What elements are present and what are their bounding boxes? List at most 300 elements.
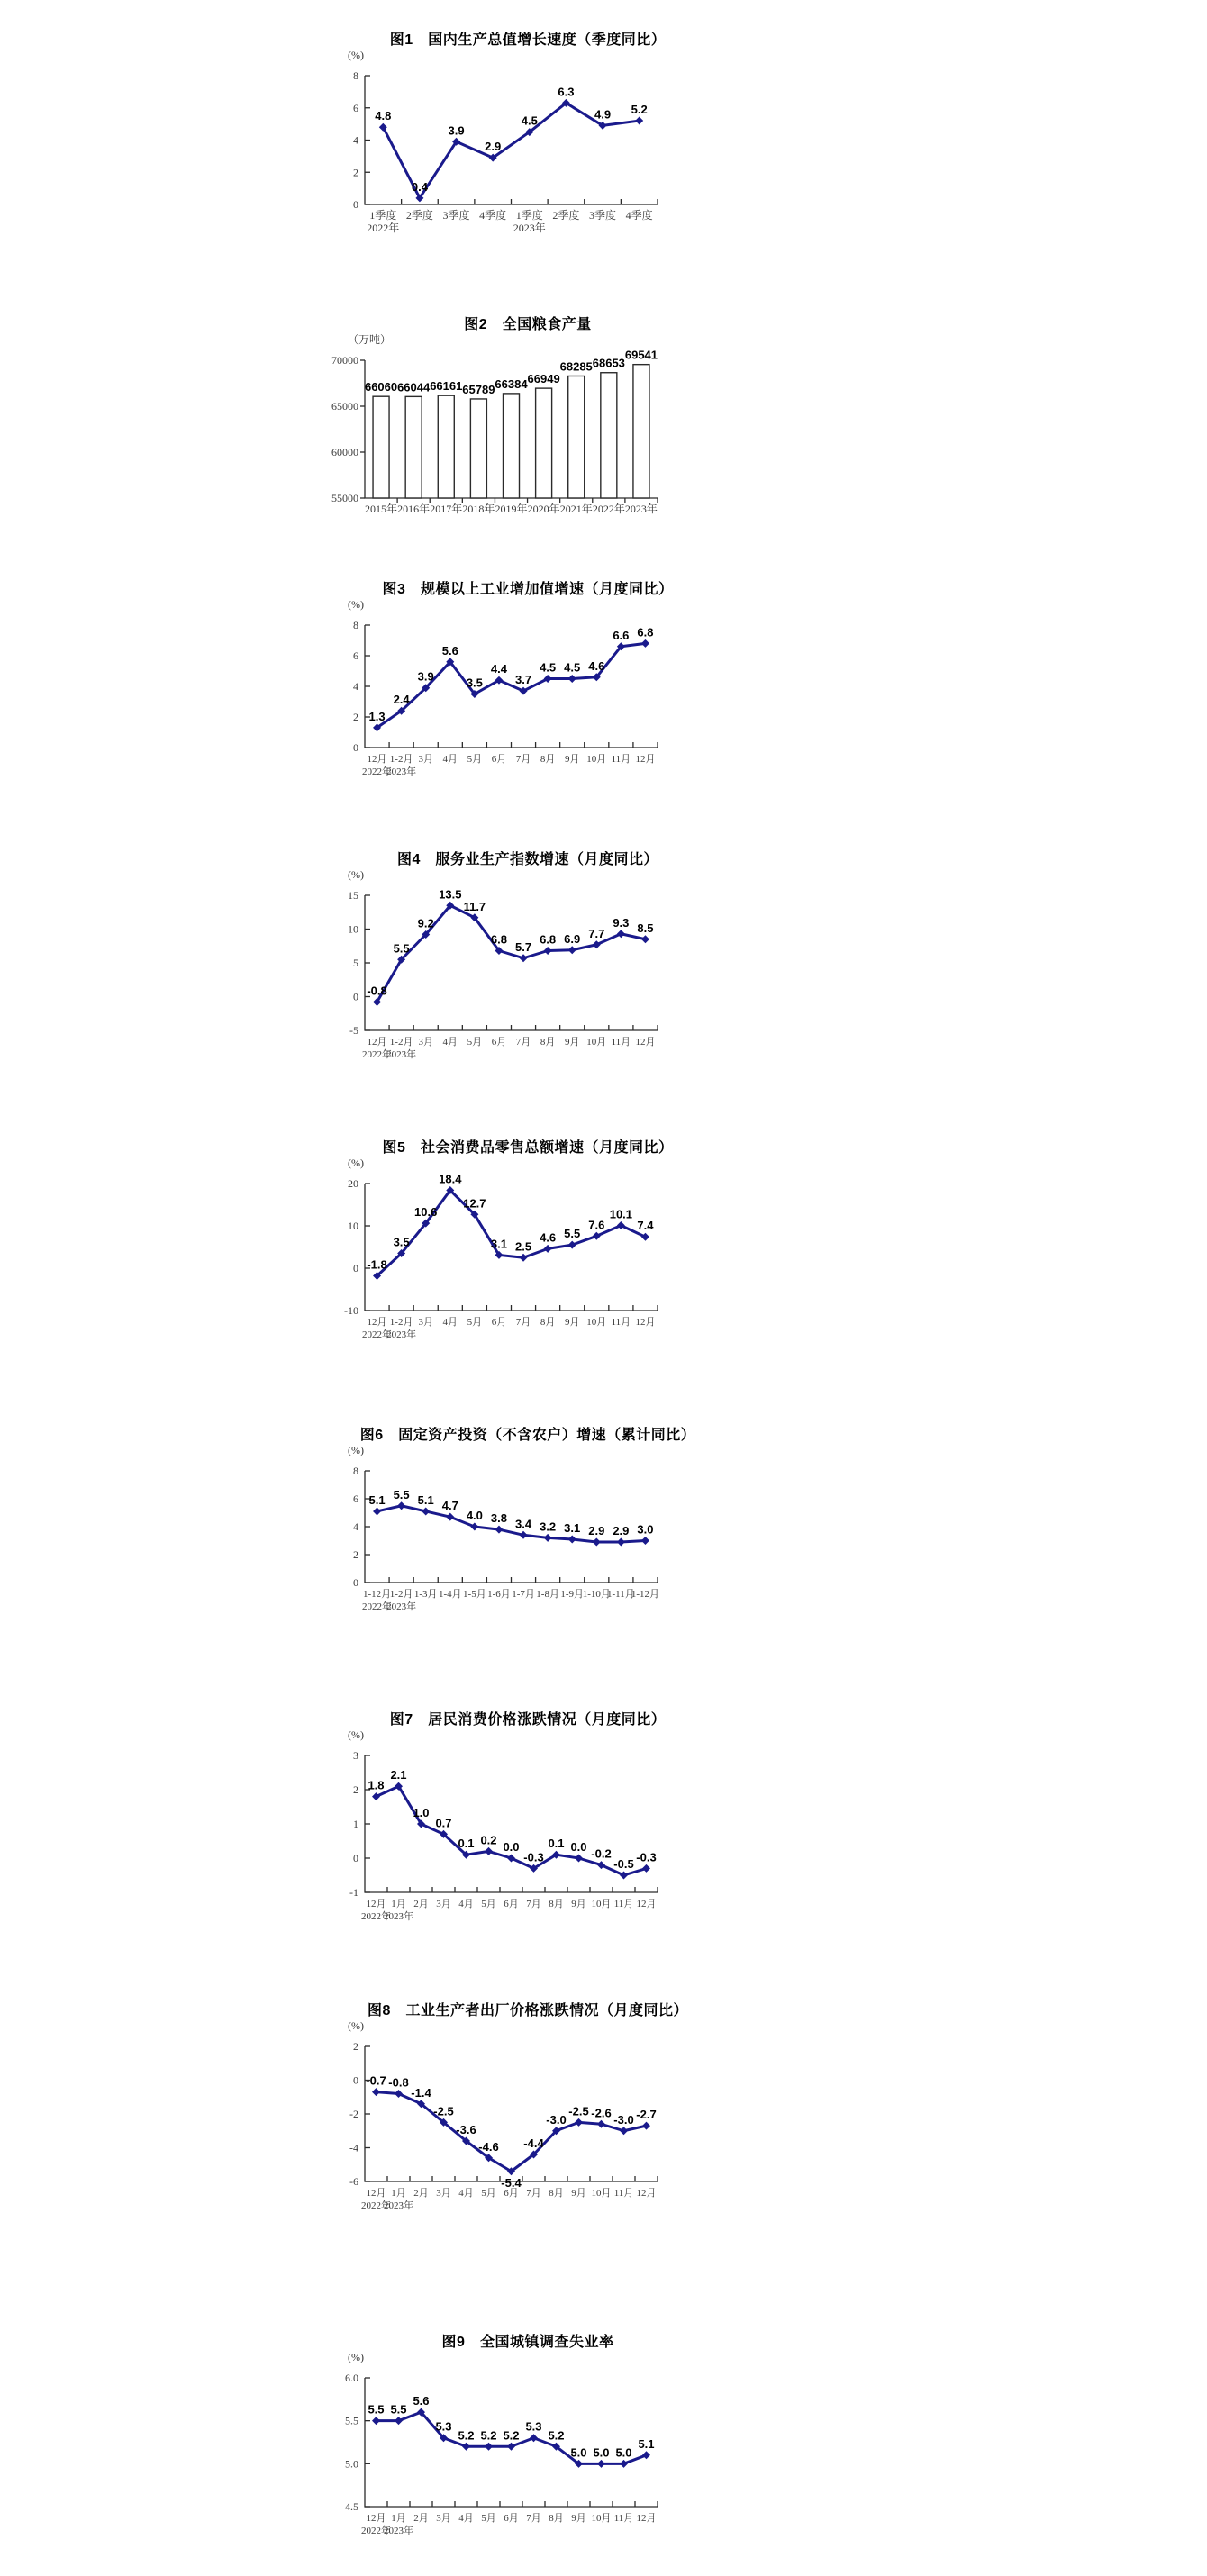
y-tick-label: 6	[353, 649, 358, 662]
data-point	[568, 1535, 576, 1543]
chart-title: 图4 服务业生产指数增速（月度同比）	[397, 852, 658, 867]
x-tick-label: 9月	[571, 1899, 586, 1909]
x-tick-label: 1-10月	[582, 1589, 611, 1600]
y-axis-unit: (%)	[348, 868, 364, 881]
year-label: 2022年	[361, 1911, 391, 1922]
data-value-label: 4.5	[521, 113, 538, 128]
x-tick-label: 1月	[391, 2188, 406, 2199]
x-tick-label: 5月	[467, 754, 483, 765]
data-value-label: 9.3	[613, 915, 630, 930]
year-label: 2023年	[384, 1911, 413, 1922]
y-tick-label: -2	[349, 2108, 358, 2120]
data-value-label: 5.2	[548, 2428, 565, 2443]
x-tick-label: 10月	[586, 1317, 607, 1328]
data-value-label: 5.2	[631, 103, 648, 117]
bar-value-label: 66060	[364, 380, 398, 395]
bar-value-label: 68653	[592, 356, 625, 370]
data-value-label: 1.0	[413, 1806, 430, 1819]
x-tick-label: 2020年	[527, 503, 560, 515]
x-tick-label: 10月	[591, 1899, 612, 1909]
data-point	[597, 2460, 605, 2468]
x-tick-label: 4季度	[479, 209, 507, 222]
data-value-label: 12.7	[463, 1196, 486, 1211]
x-tick-label: 11月	[611, 1317, 631, 1328]
y-tick-label: 0	[353, 741, 358, 754]
x-tick-label: 6月	[504, 2513, 519, 2524]
bar	[373, 396, 389, 498]
year-label: 2023年	[386, 766, 417, 777]
y-tick-label: 5	[353, 957, 358, 969]
y-tick-label: 2	[353, 1783, 358, 1796]
data-point	[544, 1245, 552, 1253]
data-value-label: 5.2	[503, 2428, 520, 2443]
data-value-label: 1.8	[368, 1778, 385, 1792]
data-point	[446, 1513, 454, 1521]
data-point	[635, 117, 643, 125]
x-tick-label: 3月	[436, 2188, 451, 2199]
y-tick-label: 0	[353, 1576, 358, 1589]
chart-fig4-services-index	[324, 852, 712, 1065]
chart-title: 图3 规模以上工业增加值增速（月度同比）	[382, 582, 674, 597]
x-tick-label: 2017年	[430, 503, 463, 515]
data-value-label: 0.7	[435, 1816, 452, 1830]
chart-plot	[324, 2032, 712, 2216]
data-value-label: -0.2	[591, 1846, 612, 1861]
y-tick-label: 4	[353, 680, 358, 693]
bar	[536, 388, 552, 498]
x-tick-label: 8月	[549, 2513, 564, 2524]
x-tick-label: 1月	[391, 2513, 406, 2524]
x-tick-label: 2月	[413, 1899, 429, 1909]
data-point	[530, 2434, 538, 2442]
y-axis-unit: (%)	[348, 598, 364, 611]
chart-title: 图1 国内生产总值增长速度（季度同比）	[389, 32, 667, 48]
chart-canvas	[324, 346, 712, 532]
data-value-label: 9.2	[417, 916, 434, 930]
x-tick-label: 6月	[504, 1899, 519, 1909]
x-tick-label: 8月	[540, 1317, 556, 1328]
data-point	[593, 1538, 601, 1547]
x-tick-label: 7月	[515, 1317, 531, 1328]
data-line	[377, 1191, 646, 1276]
x-tick-label: 12月	[366, 2513, 386, 2524]
data-value-label: 5.5	[393, 941, 410, 956]
x-tick-label: 4月	[458, 2513, 474, 2524]
data-value-label: -5.4	[501, 2175, 522, 2190]
chart-canvas	[324, 1456, 712, 1617]
data-value-label: -0.5	[613, 1857, 634, 1871]
data-point	[544, 1534, 552, 1542]
x-tick-label: 1-5月	[463, 1589, 486, 1600]
x-tick-label: 2016年	[397, 503, 431, 515]
y-axis-unit: (%)	[348, 2019, 364, 2032]
data-point	[507, 1855, 515, 1863]
data-point	[620, 1872, 628, 1880]
bar	[568, 376, 585, 498]
data-value-label: -0.3	[523, 1850, 544, 1864]
x-tick-label: 7月	[526, 2513, 541, 2524]
data-point	[470, 1523, 478, 1531]
data-value-label: 2.1	[390, 1768, 407, 1782]
data-value-label: 5.3	[435, 2419, 452, 2434]
x-tick-label: 3月	[418, 1037, 433, 1048]
axis-lines	[365, 76, 658, 204]
x-tick-label: 3月	[418, 1317, 433, 1328]
data-value-label: -4.4	[523, 2136, 544, 2150]
data-value-label: 6.6	[613, 628, 630, 642]
bar	[470, 399, 486, 498]
x-tick-label: 4月	[442, 1037, 458, 1048]
y-tick-label: 3	[353, 1749, 358, 1762]
y-axis-unit: (%)	[348, 49, 364, 61]
x-tick-label: 2季度	[552, 209, 580, 222]
data-value-label: 11.7	[463, 899, 486, 913]
chart-canvas	[324, 1741, 712, 1927]
data-value-label: -1.8	[367, 1257, 387, 1272]
x-tick-label: 4月	[442, 1317, 458, 1328]
year-label: 2022年	[362, 1329, 393, 1340]
data-value-label: 4.5	[564, 660, 581, 675]
y-tick-label: 2	[353, 1548, 358, 1561]
chart-fig9-unemployment-rate	[324, 2335, 712, 2541]
y-tick-label: 4	[353, 133, 358, 147]
data-value-label: 5.5	[390, 2402, 407, 2417]
x-tick-label: 5月	[481, 2513, 496, 2524]
data-value-label: 6.8	[637, 625, 654, 639]
y-tick-label: 0	[353, 2073, 358, 2087]
data-value-label: 2.4	[393, 693, 410, 707]
data-point	[568, 946, 576, 954]
chart-fig2-grain-output	[324, 317, 712, 532]
year-label: 2023年	[384, 2200, 413, 2211]
data-value-label: 6.9	[564, 931, 581, 946]
x-tick-label: 9月	[564, 754, 580, 765]
x-tick-label: 10月	[591, 2188, 612, 2199]
y-tick-label: 8	[353, 1465, 358, 1477]
data-value-label: 4.6	[540, 1230, 557, 1245]
y-tick-label: 65000	[331, 400, 358, 413]
x-tick-label: 1季度	[515, 209, 543, 222]
data-point	[462, 2443, 470, 2451]
x-tick-label: 2季度	[405, 209, 433, 222]
data-value-label: 0.1	[458, 1837, 475, 1851]
chart-canvas	[324, 1169, 712, 1345]
x-tick-label: 5月	[467, 1037, 483, 1048]
data-line	[377, 2092, 647, 2172]
x-tick-label: 12月	[636, 1899, 657, 1909]
data-value-label: 3.4	[515, 1517, 532, 1531]
year-label: 2023年	[386, 1601, 417, 1612]
data-value-label: 2.9	[588, 1524, 605, 1538]
data-point	[372, 2088, 380, 2096]
y-tick-label: 6	[353, 101, 358, 114]
x-tick-label: 7月	[526, 1899, 541, 1909]
data-point	[395, 2090, 403, 2098]
data-value-label: -3.0	[546, 2112, 567, 2127]
x-tick-label: 2015年	[365, 503, 398, 515]
x-tick-label: 8月	[549, 2188, 564, 2199]
y-tick-label: 0	[353, 990, 358, 1003]
data-point	[372, 2417, 380, 2425]
data-point	[422, 1507, 430, 1515]
x-tick-label: 8月	[540, 754, 556, 765]
data-value-label: 6.8	[540, 932, 557, 947]
data-value-label: -1.4	[411, 2085, 431, 2100]
data-point	[642, 2451, 650, 2459]
x-tick-label: 1-2月	[389, 754, 413, 765]
y-tick-label: -1	[349, 1886, 358, 1899]
data-value-label: -0.8	[367, 984, 387, 998]
x-tick-label: 10月	[586, 1037, 607, 1048]
x-tick-label: 1-9月	[560, 1589, 585, 1600]
x-tick-label: 7月	[515, 754, 531, 765]
y-tick-label: 4	[353, 1520, 358, 1533]
y-tick-label: 2	[353, 166, 358, 179]
bar-value-label: 69541	[624, 348, 658, 362]
chart-fig3-industrial-value-added	[324, 582, 712, 782]
y-axis-unit: （万吨）	[348, 333, 392, 346]
x-tick-label: 11月	[613, 1899, 634, 1909]
y-tick-label: 55000	[331, 492, 358, 504]
chart-plot	[324, 346, 712, 532]
bar-value-label: 66384	[495, 376, 528, 391]
data-value-label: 4.4	[490, 662, 507, 676]
x-tick-label: 11月	[613, 2513, 634, 2524]
x-tick-label: 12月	[367, 754, 387, 765]
x-tick-label: 9月	[564, 1317, 580, 1328]
data-point	[620, 2127, 628, 2135]
data-value-label: -0.7	[366, 2073, 386, 2088]
x-tick-label: 2018年	[462, 503, 495, 515]
data-value-label: 0.1	[548, 1837, 565, 1851]
chart-fig7-cpi	[324, 1712, 712, 1927]
data-value-label: 5.6	[413, 2394, 430, 2408]
year-label: 2022年	[361, 2526, 391, 2536]
y-tick-label: 2	[353, 711, 358, 723]
x-tick-label: 1-12月	[631, 1589, 660, 1600]
y-axis-unit: (%)	[348, 1444, 364, 1456]
data-value-label: 3.2	[540, 1519, 557, 1534]
x-tick-label: 12月	[636, 2513, 657, 2524]
y-axis-unit: (%)	[348, 1728, 364, 1741]
data-value-label: 5.2	[458, 2428, 475, 2443]
y-tick-label: 10	[348, 1220, 358, 1232]
x-tick-label: 4月	[442, 754, 458, 765]
data-value-label: 4.0	[466, 1509, 483, 1522]
x-tick-label: 5月	[481, 1899, 496, 1909]
bar-value-label: 66949	[527, 372, 560, 386]
x-tick-label: 12月	[366, 1899, 386, 1909]
x-tick-label: 1-2月	[389, 1037, 413, 1048]
data-value-label: 5.0	[570, 2445, 587, 2460]
data-point	[641, 1537, 649, 1545]
data-point	[568, 1241, 576, 1249]
data-point	[520, 954, 528, 962]
chart-plot	[324, 1741, 712, 1927]
chart-fig6-fixed-asset-investment	[324, 1428, 712, 1617]
data-value-label: -2.5	[433, 2104, 454, 2118]
data-point	[373, 1507, 381, 1515]
y-tick-label: 0	[353, 1262, 358, 1274]
bar	[601, 373, 617, 498]
y-tick-label: 0	[353, 198, 358, 211]
data-value-label: 5.0	[615, 2445, 632, 2460]
x-tick-label: 12月	[635, 1037, 656, 1048]
x-tick-label: 11月	[611, 1037, 631, 1048]
chart-title: 图6 固定资产投资（不含农户）增速（累计同比）	[359, 1428, 696, 1443]
data-point	[575, 2118, 583, 2127]
chart-plot	[324, 2363, 712, 2541]
x-tick-label: 7月	[526, 2188, 541, 2199]
x-tick-label: 4季度	[625, 209, 653, 222]
data-value-label: 4.5	[540, 660, 557, 675]
x-tick-label: 5月	[481, 2188, 496, 2199]
data-point	[642, 2122, 650, 2130]
x-tick-label: 10月	[591, 2513, 612, 2524]
x-tick-label: 10月	[586, 754, 607, 765]
y-tick-label: 20	[348, 1177, 358, 1190]
bar	[504, 394, 520, 498]
bar-value-label: 66044	[397, 380, 431, 395]
data-point	[485, 1847, 493, 1855]
y-tick-label: 15	[348, 889, 358, 902]
chart-canvas	[324, 61, 712, 239]
x-tick-label: 12月	[635, 754, 656, 765]
chart-fig1-gdp-growth	[324, 32, 712, 239]
x-tick-label: 6月	[491, 754, 507, 765]
data-value-label: -0.3	[636, 1850, 657, 1864]
data-value-label: 4.6	[588, 658, 605, 673]
x-tick-label: 5月	[467, 1317, 483, 1328]
bar-value-label: 66161	[430, 379, 463, 394]
chart-plot	[324, 61, 712, 239]
x-tick-label: 7月	[515, 1037, 531, 1048]
y-tick-label: -4	[349, 2141, 358, 2154]
x-tick-label: 1-4月	[438, 1589, 462, 1600]
y-tick-label: 70000	[331, 354, 358, 367]
chart-fig5-retail-sales	[324, 1140, 712, 1345]
x-tick-label: 6月	[504, 2188, 519, 2199]
y-tick-label: 4.5	[345, 2500, 358, 2513]
chart-fig8-ppi	[324, 2003, 712, 2216]
data-value-label: 8.5	[637, 921, 654, 935]
x-tick-label: 12月	[366, 2188, 386, 2199]
chart-title: 图9 全国城镇调查失业率	[441, 2335, 614, 2350]
y-axis-unit: (%)	[348, 2351, 364, 2363]
year-label: 2022年	[362, 1601, 393, 1612]
x-tick-label: 9月	[564, 1037, 580, 1048]
bar-value-label: 68285	[559, 359, 593, 374]
data-value-label: 5.2	[480, 2428, 497, 2443]
data-value-label: 10.6	[414, 1205, 438, 1220]
data-point	[641, 935, 649, 943]
chart-plot	[324, 611, 712, 782]
x-tick-label: 11月	[613, 2188, 634, 2199]
x-tick-label: 9月	[571, 2513, 586, 2524]
data-value-label: 7.4	[637, 1219, 654, 1233]
data-value-label: 0.0	[570, 1840, 587, 1854]
x-tick-label: 2023年	[624, 503, 658, 515]
data-line	[377, 1506, 646, 1542]
y-tick-label: 2	[353, 2040, 358, 2053]
x-tick-label: 2月	[413, 2513, 429, 2524]
data-value-label: 5.1	[417, 1492, 434, 1507]
chart-canvas	[324, 881, 712, 1065]
data-point	[495, 1526, 503, 1534]
chart-canvas	[324, 611, 712, 782]
data-value-label: -3.0	[613, 2112, 634, 2127]
data-value-label: 2.9	[485, 140, 502, 154]
y-tick-label: 1	[353, 1818, 358, 1830]
data-value-label: -0.8	[388, 2075, 409, 2090]
x-tick-label: 2022年	[592, 503, 625, 515]
data-point	[397, 1501, 405, 1510]
data-value-label: 4.7	[441, 1499, 458, 1513]
y-tick-label: 60000	[331, 446, 358, 458]
data-value-label: 5.1	[368, 1492, 386, 1507]
x-tick-label: 1-2月	[389, 1589, 413, 1600]
data-point	[617, 1221, 625, 1229]
x-tick-label: 3月	[436, 1899, 451, 1909]
y-tick-label: 8	[353, 69, 358, 82]
data-value-label: 2.9	[613, 1524, 630, 1538]
data-point	[575, 1855, 583, 1863]
x-tick-label: 4月	[458, 1899, 474, 1909]
data-value-label: 3.0	[637, 1522, 654, 1537]
year-label: 2022年	[367, 222, 400, 234]
data-value-label: 5.5	[368, 2402, 385, 2417]
x-tick-label: 3季度	[442, 209, 470, 222]
data-value-label: 18.4	[439, 1172, 462, 1186]
data-value-label: -2.7	[636, 2108, 657, 2122]
x-tick-label: 2019年	[495, 503, 528, 515]
data-value-label: 4.8	[375, 109, 392, 123]
y-tick-label: 6	[353, 1492, 358, 1505]
data-point	[641, 1233, 649, 1241]
data-point	[617, 1538, 625, 1547]
data-point	[642, 1864, 650, 1873]
data-value-label: 1.3	[368, 709, 386, 723]
data-value-label: 4.9	[594, 107, 612, 122]
data-value-label: 5.7	[515, 939, 532, 954]
x-tick-label: 1-11月	[606, 1589, 635, 1600]
y-tick-label: 5.5	[345, 2414, 358, 2427]
x-tick-label: 12月	[636, 2188, 657, 2199]
x-tick-label: 1-3月	[413, 1589, 438, 1600]
x-tick-label: 6月	[491, 1317, 507, 1328]
chart-plot	[324, 1456, 712, 1617]
y-tick-label: -10	[344, 1304, 358, 1317]
x-tick-label: 6月	[491, 1037, 507, 1048]
y-axis-unit: (%)	[348, 1156, 364, 1169]
data-value-label: 6.8	[490, 932, 507, 947]
data-point	[641, 639, 649, 648]
x-tick-label: 12月	[367, 1037, 387, 1048]
data-value-label: 3.9	[417, 669, 434, 684]
data-value-label: 3.7	[515, 673, 532, 687]
data-value-label: -4.6	[478, 2139, 499, 2154]
data-value-label: 3.1	[564, 1520, 581, 1535]
data-point	[520, 1254, 528, 1262]
x-tick-label: 8月	[549, 1899, 564, 1909]
data-point	[372, 1792, 380, 1800]
bar	[633, 365, 649, 498]
data-point	[620, 2460, 628, 2468]
data-point	[593, 940, 601, 948]
data-value-label: 0.0	[503, 1840, 520, 1854]
x-tick-label: 2月	[413, 2188, 429, 2199]
bar	[438, 395, 454, 498]
